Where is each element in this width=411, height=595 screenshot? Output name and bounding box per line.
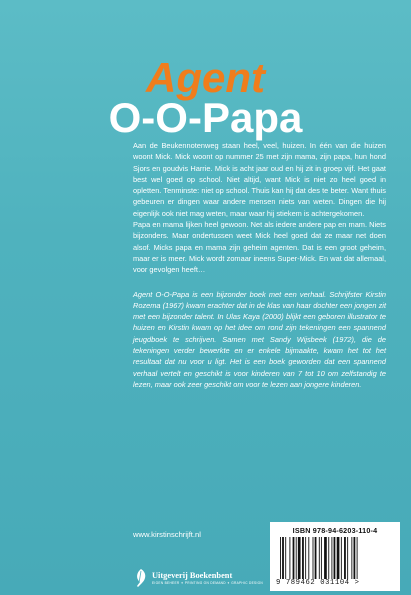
book-title [0,54,411,141]
barcode-bar [321,537,322,579]
website-link[interactable]: www.kirstinschrijft.nl [133,530,201,539]
barcode-bar [282,537,284,579]
barcode-bar [344,537,346,579]
publisher-tagline: EIGEN BEHEER ✦ PRINTING ON DEMAND ✦ GRAPHIC DESIGN [152,580,264,585]
publisher-logo-block [133,568,263,588]
barcode-bar [357,537,358,579]
isbn-label: ISBN 978-94-6203-110-4 [292,526,378,535]
barcode-bar [296,537,297,579]
barcode-bar [331,537,332,579]
barcode-bar [289,537,290,579]
barcode-bar [313,537,314,579]
barcode-bar [298,537,301,579]
publisher-name: Uitgeverij Boekenbent [152,570,233,580]
barcode-bar [351,537,352,579]
blurb-paragraph-3: Agent O-O-Papa is een bijzonder boek met een verhaal. Schrijfster Kirstin Rozema (1967) kwam erachter dat in de klas van haar dochter een jongen zit met een bijzonder talent. In Ulas Kaya (2000) blijkt een geboren illustrator te huizen en Kirstin kwam op het idee om rond zijn tekeningen een spannend jeugdboek te schrijven. Samen met Sandy Wijsbeek (1972), die de tekeningen verder bewerkte en er enkele bijmaakte, kwam het tot het resultaat dat nu voor u ligt. Het is een boek geworden dat een spannend verhaal vertelt en geschikt is voor kinderen van 7 tot 10 om zelfstandig te lezen, maar ook zeer geschikt om voor te lezen aan jongere kinderen. [133,289,386,389]
barcode-bar [324,537,327,579]
barcode-bar [328,537,329,579]
barcode-bar [347,537,348,579]
blurb-text [133,140,386,390]
barcode-bar [285,537,286,579]
barcode-bar [302,537,304,579]
barcode-bar [280,537,281,579]
barcode-bar [354,537,356,579]
barcode-image [280,537,392,579]
barcode-bar [319,537,320,579]
title-oopapa: O-O-Papa [108,94,303,141]
blurb-paragraph-1: Aan de Beukennotenweg staan heel, veel, huizen. In één van die huizen woont Mick. Mick woont op nummer 25 met zijn mama, zijn papa, hun hond Sjors en goudvis Harrie. Mick is acht jaar oud en hij zit in groep vijf. Het gaat best wel goed op school. Niet altijd, want Mick is niet zo heel goed in opletten. Tenminste: niet op school. Thuis kan hij dat des te beter. Want thuis gebeuren er dingen waar andere mensen niets van weten. Dingen die hij eigenlijk ook niet mag weten, maar waar hij stiekem is achtergekomen. [133,141,386,218]
blurb-paragraph-2: Papa en mama lijken heel gewoon. Net als iedere andere pap en mam. Niets bijzonders. Maar ondertussen weet Mick heel goed dat ze maar net doen alsof. Micks papa en mama zijn geheim agenten. Dat is een groot geheim, maar er is meer. Mick wordt zomaar ineens Super-Mick. En wat dat allemaal, voor gevolgen heeft… [133,220,386,275]
barcode-box [270,522,400,591]
publisher-feather-icon [133,568,149,588]
barcode-bar [293,537,295,579]
barcode-digits: 9 789462 031104 > [276,579,360,587]
barcode-bar [308,537,309,579]
barcode-bar [334,537,336,579]
barcode-bar [305,537,306,579]
barcode-bar [315,537,317,579]
barcode-bar [341,537,342,579]
title-agent: Agent [146,54,265,101]
barcode-bar [337,537,340,579]
